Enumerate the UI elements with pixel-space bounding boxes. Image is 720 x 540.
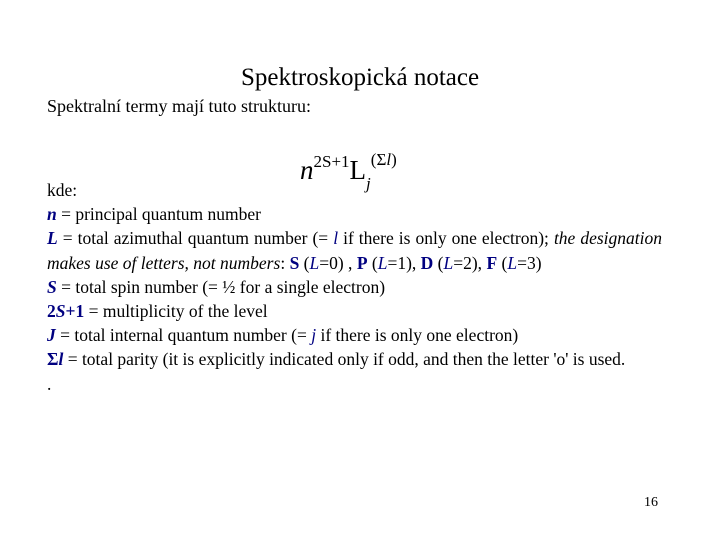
letter-D-L: L — [443, 252, 454, 273]
formula-sigma: Σ — [376, 150, 387, 169]
def-L-text1: = total azimuthal quantum number (= — [57, 228, 334, 249]
formula-L: L — [349, 155, 367, 185]
def-n-text: = principal quantum number — [56, 204, 262, 225]
formula-parity — [371, 150, 397, 169]
letter-P-L: L — [377, 252, 388, 273]
letter-F-L: L — [507, 252, 518, 273]
def-L-l: l — [333, 228, 339, 249]
letter-S-open: ( — [299, 252, 310, 273]
def-S — [47, 275, 662, 299]
def-parity-text: = total parity (it is explicitly indicated only if odd, and then the letter 'o' is used. — [63, 349, 626, 370]
letter-P-open: ( — [367, 252, 378, 273]
formula-multiplicity: 2S+1 — [313, 152, 350, 171]
def-parity-l: l — [58, 349, 64, 370]
def-L — [47, 226, 662, 274]
def-L-colon: : — [280, 252, 290, 273]
letter-P: P — [356, 252, 368, 273]
def-L-text2: if there is only one electron); — [338, 228, 554, 249]
kde-label: kde: — [47, 180, 78, 200]
definitions-body — [47, 178, 662, 396]
def-mult-plus1: +1 — [65, 301, 85, 322]
letter-P-eq: =1), — [387, 252, 421, 273]
letter-F: F — [486, 252, 498, 273]
letter-F-open: ( — [497, 252, 508, 273]
letter-S-eq: =0) , — [319, 252, 357, 273]
letter-F-eq: =3) — [517, 252, 542, 273]
letter-S: S — [289, 252, 300, 273]
letter-D-eq: =2), — [453, 252, 487, 273]
def-L-italic: the designation makes use of letters, not numbers — [47, 228, 662, 273]
def-n-symbol: n — [47, 204, 57, 225]
formula-paren-open: ( — [370, 150, 377, 169]
def-J-text1: = total internal quantum number (= — [55, 325, 312, 346]
def-J — [47, 323, 662, 347]
page-number: 16 — [644, 495, 658, 510]
def-parity-sigma: Σ — [47, 349, 59, 370]
def-parity — [47, 347, 662, 371]
letter-S-L: L — [309, 252, 320, 273]
def-L-symbol: L — [47, 228, 58, 249]
formula-l: l — [386, 150, 392, 169]
def-S-symbol: S — [47, 276, 57, 297]
letter-D: D — [420, 252, 434, 273]
def-J-symbol: J — [47, 325, 56, 346]
formula-paren-close: ) — [391, 150, 397, 169]
def-S-text: = total spin number (= ½ for a single electron) — [56, 276, 386, 297]
def-multiplicity — [47, 299, 662, 323]
formula-j: j — [366, 174, 371, 193]
def-mult-2: 2 — [47, 301, 56, 322]
def-n — [47, 202, 662, 226]
trailing-dot: . — [47, 373, 52, 394]
slide-title: Spektroskopická notace — [240, 64, 480, 91]
letter-D-open: ( — [433, 252, 444, 273]
def-mult-S: S — [55, 301, 66, 322]
slide-subtitle: Spektralní termy mají tuto strukturu: — [47, 96, 311, 116]
def-mult-text: = multiplicity of the level — [84, 301, 268, 322]
def-J-text2: if there is only one electron) — [316, 325, 519, 346]
def-J-j: j — [311, 325, 317, 346]
formula-n: n — [300, 155, 314, 185]
